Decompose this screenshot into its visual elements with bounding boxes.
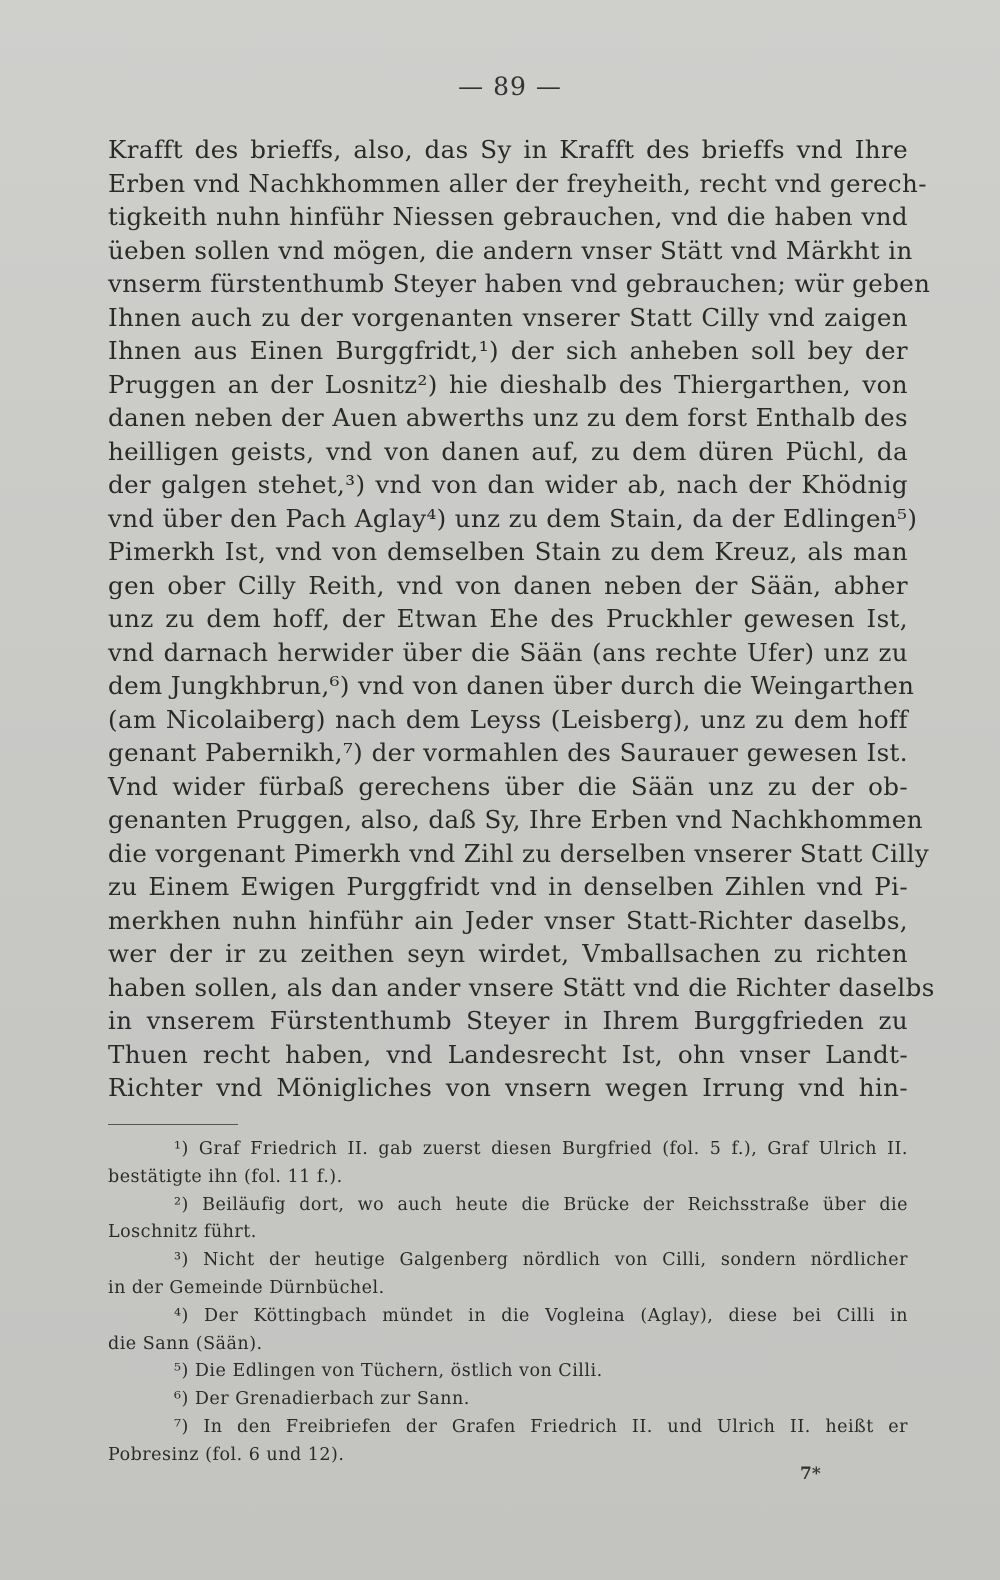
footnote-line: ³) Nicht der heutige Galgenberg nördlich von Cilli, sondern nördlicher bbox=[174, 1250, 908, 1271]
text-line: wer der ir zu zeithen seyn wirdet, Vmballsachen zu richten bbox=[108, 939, 908, 968]
footnote-line: ²) Beiläufig dort, wo auch heute die Brücke der Reichsstraße über die bbox=[174, 1194, 908, 1215]
footnote-line: ⁵) Die Edlingen von Tüchern, östlich von Cilli. bbox=[174, 1361, 603, 1382]
footnote-line: die Sann (Sään). bbox=[108, 1333, 263, 1354]
text-line: vnd über den Pach Aglay⁴) unz zu dem Stain, da der Edlingen⁵) bbox=[108, 503, 918, 533]
text-line: merkhen nuhn hinführ ain Jeder vnser Statt-Richter daselbs, bbox=[108, 905, 908, 935]
main-text bbox=[108, 133, 935, 1105]
text-line: gen ober Cilly Reith, vnd von danen neben der Sään, abher bbox=[108, 570, 908, 600]
text-line: Vnd wider fürbaß gerechens über die Sään unz zu der ob- bbox=[108, 771, 908, 801]
text-line: haben sollen, als dan ander vnsere Stätt vnd die Richter daselbs bbox=[108, 972, 935, 1002]
text-line: Richter vnd Mönigliches von vnsern wegen Irrung vnd hin- bbox=[108, 1073, 908, 1102]
footnotes bbox=[108, 1136, 908, 1470]
footnote-divider bbox=[108, 1124, 238, 1125]
sheet-signature: 7* bbox=[800, 1464, 821, 1484]
footnote-line: ⁶) Der Grenadierbach zur Sann. bbox=[174, 1389, 470, 1410]
text-line: üeben sollen vnd mögen, die andern vnser Stätt vnd Märkht in bbox=[108, 235, 913, 265]
text-line: Krafft des brieffs, also, das Sy in Krafft des brieffs vnd Ihre bbox=[108, 135, 908, 164]
text-line: in vnserem Fürstenthumb Steyer in Ihrem Burggfrieden zu bbox=[108, 1006, 908, 1035]
text-line: heilligen geists, vnd von danen auf, zu dem düren Püchl, da bbox=[108, 436, 908, 466]
text-line: genant Pabernikh,⁷) der vormahlen des Saurauer gewesen Ist. bbox=[108, 738, 908, 767]
footnote-line: Pobresinz (fol. 6 und 12). bbox=[108, 1444, 345, 1465]
page-number: — 89 — bbox=[458, 72, 562, 101]
text-line: die vorgenant Pimerkh vnd Zihl zu derselben vnserer Statt Cilly bbox=[108, 838, 930, 868]
text-line: Thuen recht haben, vnd Landesrecht Ist, ohn vnser Landt- bbox=[108, 1039, 908, 1069]
footnote-line: bestätigte ihn (fol. 11 f.). bbox=[108, 1166, 343, 1187]
footnote-line: ¹) Graf Friedrich II. gab zuerst diesen Burgfried (fol. 5 f.), Graf Ulrich II. bbox=[174, 1139, 908, 1159]
footnote-line: ⁷) In den Freibriefen der Grafen Friedrich II. und Ulrich II. heißt er bbox=[174, 1416, 908, 1437]
footnote-line: in der Gemeinde Dürnbüchel. bbox=[108, 1277, 385, 1298]
text-line: der galgen stehet,³) vnd von dan wider ab, nach der Khödnig bbox=[108, 470, 908, 499]
text-line: Pimerkh Ist, vnd von demselben Stain zu dem Kreuz, als man bbox=[108, 537, 908, 566]
text-line: danen neben der Auen abwerths unz zu dem forst Enthalb des bbox=[108, 403, 908, 432]
text-line: Erben vnd Nachkhommen aller der freyheith, recht vnd gerech- bbox=[108, 168, 927, 198]
text-line: genanten Pruggen, also, daß Sy, Ihre Erben vnd Nachkhommen bbox=[108, 805, 923, 834]
footnote-line: Loschnitz führt. bbox=[108, 1222, 257, 1243]
text-line: Pruggen an der Losnitz²) hie dieshalb des Thiergarthen, von bbox=[108, 369, 908, 399]
text-line: (am Nicolaiberg) nach dem Leyss (Leisberg), unz zu dem hoff bbox=[108, 704, 908, 734]
text-line: vnd darnach herwider über die Sään (ans rechte Ufer) unz zu bbox=[108, 637, 908, 667]
text-line: unz zu dem hoff, der Etwan Ehe des Pruckhler gewesen Ist, bbox=[108, 604, 908, 633]
footnote-line: ⁴) Der Köttingbach mündet in die Vogleina (Aglay), diese bei Cilli in bbox=[174, 1305, 908, 1326]
text-line: dem Jungkhbrun,⁶) vnd von danen über durch die Weingarthen bbox=[108, 671, 915, 700]
text-line: tigkeith nuhn hinführ Niessen gebrauchen, vnd die haben vnd bbox=[108, 202, 908, 231]
text-line: zu Einem Ewigen Purggfridt vnd in denselben Zihlen vnd Pi- bbox=[108, 872, 908, 901]
text-line: vnserm fürstenthumb Steyer haben vnd gebrauchen; wür geben bbox=[108, 269, 931, 298]
text-line: Ihnen aus Einen Burggfridt,¹) der sich anheben soll bey der bbox=[108, 336, 908, 365]
text-line: Ihnen auch zu der vorgenanten vnserer Statt Cilly vnd zaigen bbox=[108, 302, 908, 332]
